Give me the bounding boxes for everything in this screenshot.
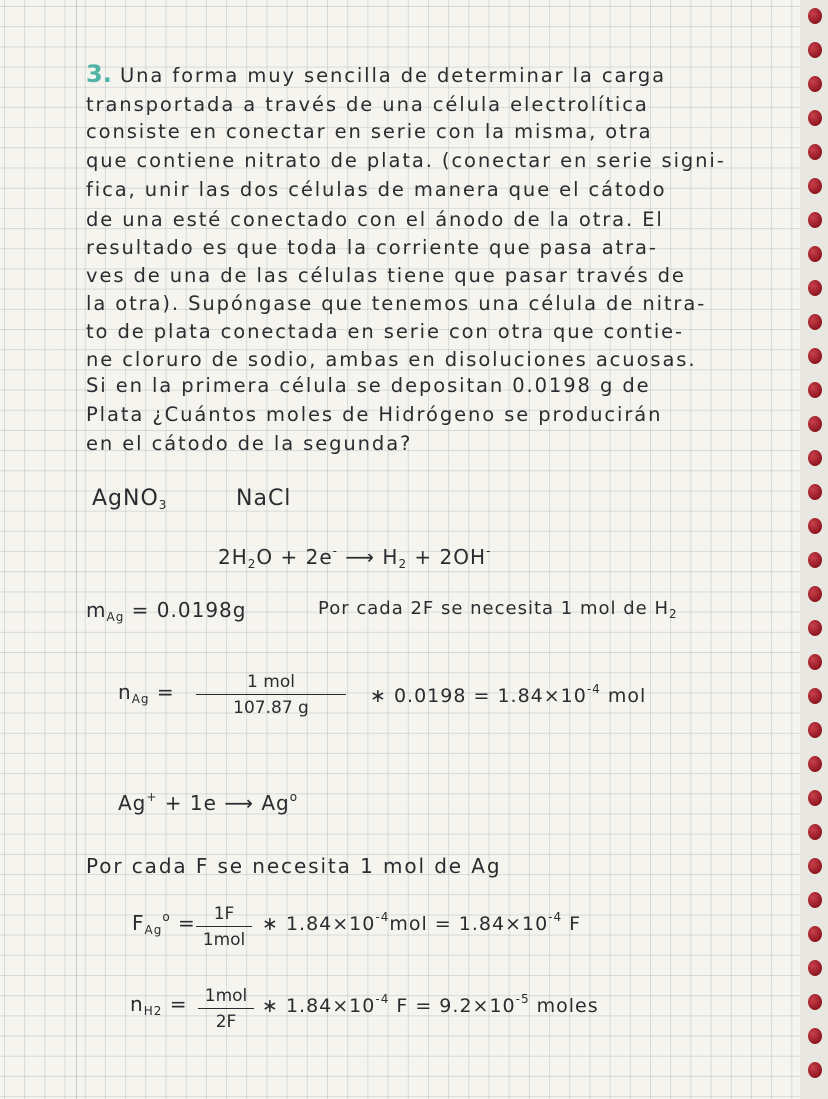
problem-line bbox=[86, 60, 666, 88]
salt-sodium-chloride: NaCl bbox=[236, 486, 292, 511]
problem-line: ves de una de las células tiene que pasar través de bbox=[86, 264, 686, 287]
moles-h2-label bbox=[130, 992, 187, 1018]
problem-line: transportada a través de una célula electrolítica bbox=[86, 93, 649, 116]
moles-h2-unit: moles bbox=[529, 995, 599, 1017]
faraday-ag-exp2: -4 bbox=[548, 910, 563, 924]
binding-hole bbox=[808, 756, 822, 772]
fraction-faraday-per-mol bbox=[196, 904, 252, 950]
fraction-denominator: 107.87 g bbox=[233, 698, 309, 718]
binding-hole bbox=[808, 926, 822, 942]
moles-h2-result bbox=[262, 992, 599, 1017]
reaction2-right-sup: o bbox=[289, 790, 299, 804]
binding-hole bbox=[808, 76, 822, 92]
salt-silver-nitrate-text: AgNO bbox=[92, 486, 159, 511]
moles-h2-n: n bbox=[130, 992, 144, 1016]
mass-value: = 0.0198g bbox=[131, 598, 247, 622]
faraday-ag-eq: = bbox=[178, 911, 196, 935]
binding-hole bbox=[808, 8, 822, 24]
binding-hole bbox=[808, 280, 822, 296]
mass-label: m bbox=[86, 598, 107, 622]
binding-hole bbox=[808, 416, 822, 432]
mass-silver bbox=[86, 598, 246, 624]
binding-hole bbox=[808, 42, 822, 58]
binding-hole bbox=[808, 246, 822, 262]
problem-line: resultado es que toda la corriente que pasa atra- bbox=[86, 236, 658, 259]
moles-ag-exp: -4 bbox=[586, 682, 601, 696]
moles-h2-sub: H2 bbox=[143, 1004, 163, 1018]
faraday-ag-rest: mol = 1.84×10 bbox=[389, 913, 549, 935]
reaction1-left-sub: 2 bbox=[247, 557, 257, 571]
mass-sub: Ag bbox=[106, 610, 125, 624]
binding-hole bbox=[808, 960, 822, 976]
moles-ag-n: n bbox=[118, 680, 132, 704]
faraday-ag-exp: -4 bbox=[375, 910, 390, 924]
faraday-silver-result bbox=[262, 910, 581, 935]
reaction2-left: Ag bbox=[118, 791, 147, 815]
problem-line: Plata ¿Cuántos moles de Hidrógeno se producirán bbox=[86, 403, 663, 426]
problem-line: fica, unir las dos células de manera que el cátodo bbox=[86, 178, 667, 201]
faraday-ag-calc: ∗ 1.84×10 bbox=[262, 913, 376, 935]
moles-ag-sub: Ag bbox=[131, 692, 150, 706]
binding-hole bbox=[808, 858, 822, 874]
binding-hole bbox=[808, 212, 822, 228]
binding-hole bbox=[808, 620, 822, 636]
binding-hole bbox=[808, 824, 822, 840]
reaction2-left-sup: + bbox=[146, 790, 158, 804]
reaction1-left-rest: O + 2e bbox=[256, 545, 333, 569]
reaction1-left: 2H bbox=[218, 545, 248, 569]
reaction2-mid: + 1e bbox=[157, 791, 225, 815]
binding-hole bbox=[808, 348, 822, 364]
binding-hole bbox=[808, 178, 822, 194]
problem-line-text: Una forma muy sencilla de determinar la carga bbox=[119, 64, 667, 87]
faraday-ag-f: F bbox=[132, 911, 145, 935]
binding-hole bbox=[808, 1062, 822, 1078]
moles-ag-eq: = bbox=[156, 680, 175, 704]
reaction1-right-sup: - bbox=[486, 544, 492, 558]
binding-hole bbox=[808, 382, 822, 398]
problem-line: ne cloruro de sodio, ambas en disoluciones acuosas. bbox=[86, 348, 697, 371]
problem-line: to de plata conectada en serie con otra que contie- bbox=[86, 320, 684, 343]
binding-hole bbox=[808, 484, 822, 500]
binding-hole bbox=[808, 586, 822, 602]
problem-line: Si en la primera célula se depositan 0.0198 g de bbox=[86, 374, 651, 397]
fraction-mol-per-faraday bbox=[198, 986, 254, 1032]
faraday-silver-label bbox=[132, 910, 196, 937]
problem-line: consiste en conectar en serie con la misma, otra bbox=[86, 120, 653, 143]
faraday-ag-sup: o bbox=[162, 910, 171, 924]
fraction-denominator: 2F bbox=[215, 1012, 237, 1032]
moles-h2-rest: F = 9.2×10 bbox=[389, 995, 516, 1017]
fraction-numerator: 1F bbox=[196, 904, 252, 927]
reaction-arrow-icon: ⟶ bbox=[224, 791, 254, 815]
binding-hole bbox=[808, 144, 822, 160]
reaction1-right-rest: + 2OH bbox=[407, 545, 487, 569]
reaction1-right-sub: 2 bbox=[398, 557, 408, 571]
note-faraday-h2 bbox=[318, 598, 678, 621]
binding-hole bbox=[808, 892, 822, 908]
fraction-numerator: 1mol bbox=[198, 986, 254, 1009]
salt-silver-nitrate bbox=[92, 486, 167, 512]
problem-number: 3. bbox=[86, 60, 112, 88]
reaction-silver-reduction bbox=[118, 790, 298, 815]
faraday-ag-sub: Ag bbox=[144, 923, 163, 937]
binding-hole bbox=[808, 450, 822, 466]
reaction1-right: H bbox=[382, 545, 399, 569]
moles-h2-eq: = bbox=[169, 992, 188, 1016]
binding-hole bbox=[808, 654, 822, 670]
binding-hole bbox=[808, 688, 822, 704]
problem-line: la otra). Supóngase que tenemos una célula de nitra- bbox=[86, 292, 707, 315]
reaction-water-reduction bbox=[218, 544, 491, 571]
binding-hole bbox=[808, 1028, 822, 1044]
fraction-numerator: 1 mol bbox=[196, 672, 346, 695]
reaction1-left-sup: - bbox=[332, 544, 338, 558]
moles-silver-result bbox=[370, 682, 646, 707]
moles-h2-calc: ∗ 1.84×10 bbox=[262, 995, 376, 1017]
reaction-arrow-icon: ⟶ bbox=[345, 545, 376, 569]
salt-silver-nitrate-sub: 3 bbox=[158, 498, 168, 512]
problem-line: en el cátodo de la segunda? bbox=[86, 432, 413, 455]
binding-hole bbox=[808, 722, 822, 738]
binding-hole bbox=[808, 518, 822, 534]
moles-ag-calc: ∗ 0.0198 = 1.84×10 bbox=[370, 685, 587, 707]
note1-sub: 2 bbox=[669, 607, 678, 621]
moles-h2-exp: -4 bbox=[375, 992, 390, 1006]
moles-h2-exp2: -5 bbox=[515, 992, 530, 1006]
binding-hole bbox=[808, 314, 822, 330]
binding-hole bbox=[808, 994, 822, 1010]
fraction-denominator: 1mol bbox=[202, 930, 246, 950]
note-faraday-ag: Por cada F se necesita 1 mol de Ag bbox=[86, 854, 502, 878]
note1-text: Por cada 2F se necesita 1 mol de H bbox=[318, 598, 669, 619]
problem-line: de una esté conectado con el ánodo de la otra. El bbox=[86, 208, 664, 231]
margin-line bbox=[76, 0, 77, 1099]
binding-hole bbox=[808, 110, 822, 126]
reaction2-right: Ag bbox=[261, 791, 290, 815]
binding-hole bbox=[808, 552, 822, 568]
problem-line: que contiene nitrato de plata. (conectar en serie signi- bbox=[86, 149, 726, 172]
fraction-molar-mass bbox=[196, 672, 346, 718]
spiral-binding bbox=[800, 0, 828, 1099]
moles-silver-label bbox=[118, 680, 175, 706]
faraday-ag-unit: F bbox=[562, 913, 582, 935]
moles-ag-unit: mol bbox=[600, 685, 647, 707]
binding-hole bbox=[808, 790, 822, 806]
